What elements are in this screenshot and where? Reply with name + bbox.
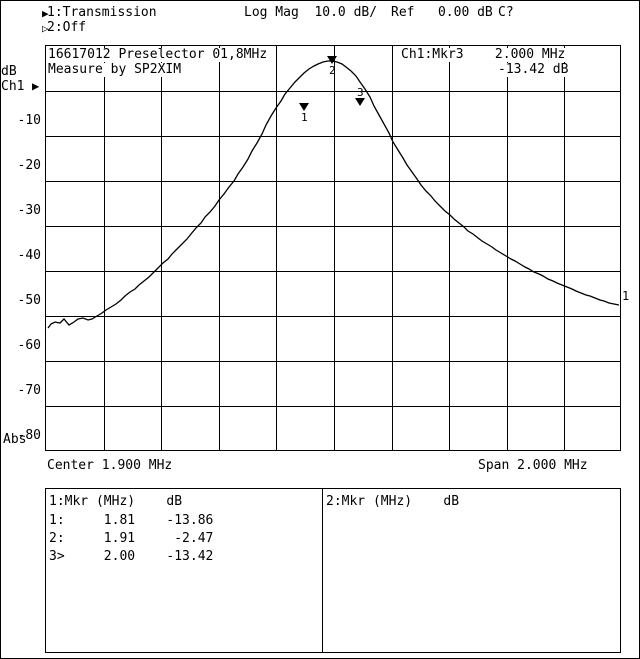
marker-table [45,488,621,653]
channel1-active-icon: ▶ [42,7,49,20]
plot-marker-3-icon [355,98,365,106]
reference-level-label[interactable]: Ref 0.00 dB [391,5,493,20]
marker-table-row[interactable]: 2: 1.91 -2.47 [49,531,214,546]
y-axis-channel-label: Ch1 [1,79,25,94]
y-tick-label: -70 [17,383,41,398]
channel2-inactive-icon: ▷ [42,22,49,35]
y-tick-label: -10 [17,113,41,128]
channel2-label[interactable]: 2:Off [47,20,87,35]
measurement-title: 16617012 Preselector 01,8MHz [48,47,268,62]
y-tick-label: -80 [17,428,41,443]
y-tick-label: -30 [17,203,41,218]
marker-table-row[interactable]: 1: 1.81 -13.86 [49,513,214,528]
measurement-subtitle: Measure by SP2XIM [48,62,182,77]
active-marker-readout-value: -13.42 dB [498,62,569,77]
y-tick-label: -40 [17,248,41,263]
channel-pointer-icon: ▶ [32,79,40,93]
channel1-label[interactable]: 1:Transmission [47,5,157,20]
plot-marker-1-label: 1 [301,111,308,124]
plot-marker-1-icon [299,103,309,111]
marker-table-ch2-header: 2:Mkr (MHz) dB [326,494,460,509]
marker-table-ch1-header: 1:Mkr (MHz) dB [49,494,183,509]
y-tick-label: -50 [17,293,41,308]
trace-graph[interactable] [45,45,621,451]
correction-status-label: C? [498,5,514,20]
format-scale-label[interactable]: Log Mag 10.0 dB/ [244,5,378,20]
y-axis-unit: dB [1,64,17,79]
right-edge-marker-label: 1 [622,289,630,303]
absolute-mode-label: Abs [3,432,27,447]
y-tick-label: -60 [17,338,41,353]
center-frequency-label[interactable]: Center 1.900 MHz [47,458,173,473]
plot-marker-3-label: 3 [357,86,364,99]
table-divider [322,489,323,652]
span-label[interactable]: Span 2.000 MHz [478,458,588,473]
plot-marker-2-icon [327,56,337,64]
plot-marker-2-label: 2 [329,64,336,77]
y-tick-label: -20 [17,158,41,173]
marker-table-row[interactable]: 3> 2.00 -13.42 [49,549,214,564]
active-marker-readout-label: Ch1:Mkr3 2.000 MHz [401,47,566,62]
s21-trace [46,46,621,451]
